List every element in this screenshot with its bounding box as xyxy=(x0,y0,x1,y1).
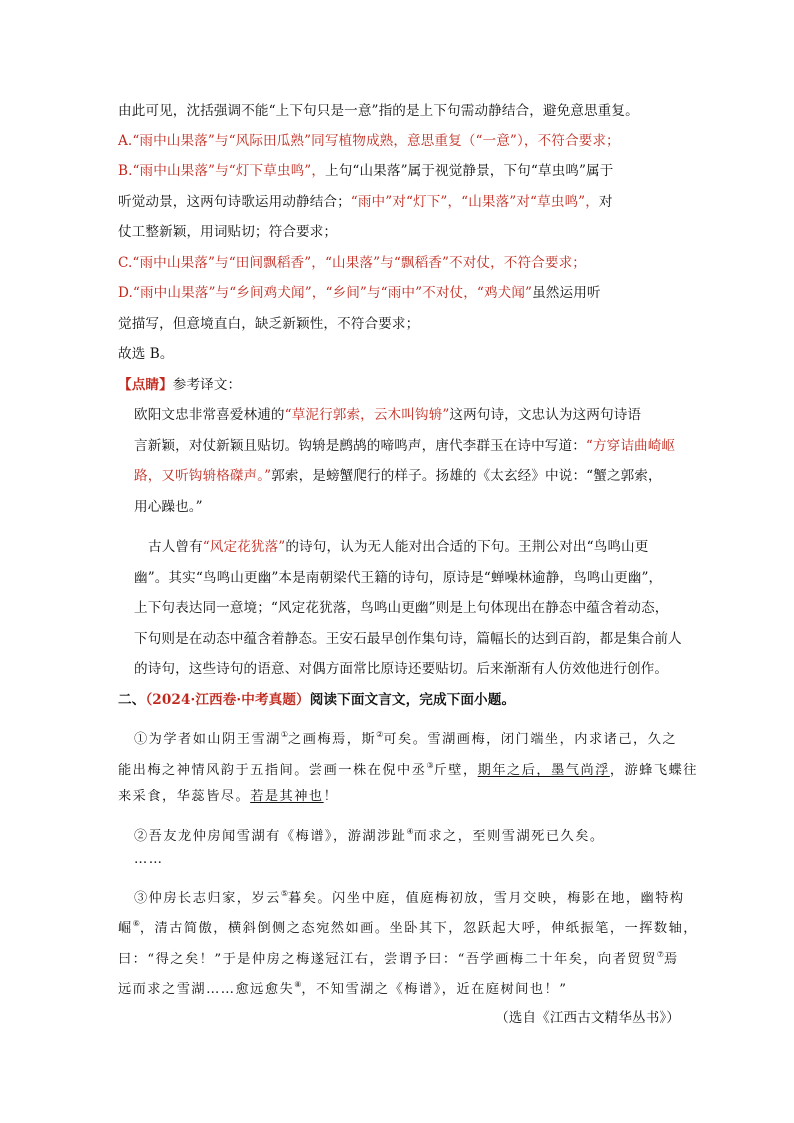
option-c xyxy=(118,253,678,273)
option-b-quote: “雨中”对“灯下”，“山果落”对“草虫鸣”， xyxy=(350,194,599,210)
option-b-line-2 xyxy=(118,192,678,212)
translation-quote: “风定花犹落” xyxy=(202,539,286,555)
option-b-quote: B.“雨中山果落”与“灯下草虫鸣”， xyxy=(118,163,326,179)
translation-text: 幽”。其实“鸟鸣山更幽”本是南朝梁代王籍的诗句，原诗是“蝉噪林逾静，鸟鸣山更幽”， xyxy=(134,570,663,586)
answer-text: 故选 B。 xyxy=(118,346,174,362)
footnote-mark: ⑤ xyxy=(280,889,289,898)
classical-text: ，不知雪湖之《梅谱》，近在庭树间也！” xyxy=(301,982,568,997)
translation-text: 郭索，是螃蟹爬行的样子。扬雄的《太玄经》中说：“蟹之郭索， xyxy=(271,468,662,484)
option-b-line-1 xyxy=(118,161,678,181)
classical-line xyxy=(134,725,678,750)
translation-text: 下句则是在动态中蕴含着静态。王安石最早创作集句诗，篇幅长的达到百韵，都是集合前人 xyxy=(134,631,682,647)
footnote-mark: ⑧ xyxy=(294,980,302,989)
analysis-line xyxy=(118,101,678,121)
option-d-quote: D.“雨中山果落”与“乡间鸡犬闻”， xyxy=(118,285,326,301)
classical-text: ①为学者如山阴王雪湖 xyxy=(134,732,281,747)
translation-line xyxy=(134,598,678,618)
classical-line xyxy=(118,945,678,970)
option-b-text: 上句“山果落”属于视觉静景，下句“草虫鸣”属于 xyxy=(325,163,614,179)
classical-line xyxy=(118,756,698,781)
source-text: （选自《江西古文精华丛书》） xyxy=(495,1010,680,1026)
translation-text: 上下句表达同一意境；“风定花犹落，鸟鸣山更幽”则是上句体现出在静态中蕴含着动态， xyxy=(134,600,669,616)
classical-text: …… xyxy=(134,852,164,867)
option-b-line-3 xyxy=(118,222,678,242)
translation-line xyxy=(134,537,678,557)
translation-text: 的诗句，这些诗句的语意、对偶方面常比原诗还要贴切。后来渐渐有人仿效他进行创作。 xyxy=(134,661,669,677)
section-number: 二、 xyxy=(118,692,146,708)
option-d-text: 觉描写，但意境直白，缺乏新颖性，不符合要求； xyxy=(118,316,420,332)
exam-tag: （2024·江西卷·中考真题） xyxy=(145,692,310,708)
translation-text: 欧阳文忠非常喜爱林逋的 xyxy=(134,407,285,423)
translation-quote: 路，又听钩辀格磔声。” xyxy=(134,468,272,484)
classical-text: 可矣。雪湖画梅，闭门端坐，内求诸己，久之 xyxy=(383,732,678,747)
classical-line xyxy=(118,787,678,807)
classical-text: ②吾友龙仲房闻雪湖有《梅谱》，游湖涉趾 xyxy=(134,829,407,844)
classical-text: ，清古简傲，横斜倒侧之态宛然如画。坐卧其下，忽跃起大呼，伸纸振笔，一挥数轴， xyxy=(139,921,698,936)
option-d-quote: “乡间”与“雨中”不对仗， xyxy=(325,285,477,301)
option-b-text: 听觉动景，这两句诗歌运用动静结合； xyxy=(118,194,351,210)
classical-text: ③仲房长志归家，岁云 xyxy=(134,891,281,906)
option-d-quote: “鸡犬闻” xyxy=(476,285,533,301)
classical-line xyxy=(134,822,678,847)
classical-text: ！ xyxy=(323,789,339,804)
translation-line xyxy=(134,497,678,517)
underlined-sentence: 期年之后，墨气尚浮 xyxy=(477,763,610,778)
translation-line xyxy=(134,568,678,588)
classical-text: 崛 xyxy=(118,921,133,936)
footnote-mark: ⑥ xyxy=(132,919,140,928)
classical-text: ，游蜂飞蝶往 xyxy=(609,763,698,778)
translation-quote: “草泥行郭索，云木叫钩辀” xyxy=(284,407,450,423)
classical-text: 曰：“得之矣！”于是仲房之梅遂冠江右，尝谓予曰：“吾学画梅二十年矣，向者贸贸 xyxy=(118,952,657,967)
classical-text: 焉 xyxy=(663,952,679,967)
translation-text: 用心躁也。” xyxy=(134,499,203,515)
tip-heading xyxy=(118,375,678,395)
classical-text: 来采食，华蕊皆尽。 xyxy=(118,789,251,804)
classical-text: 之画梅焉，斯 xyxy=(288,732,377,747)
footnote-mark: ③ xyxy=(426,761,434,770)
option-b-text: 对 xyxy=(598,194,613,210)
tip-text: 参考译文： xyxy=(172,377,242,393)
translation-text: 这两句诗，文忠认为这两句诗语 xyxy=(449,407,642,423)
translation-text: 言新颖，对仗新颖且贴切。钩辀是鹧鸪的啼鸣声，唐代李群玉在诗中写道： xyxy=(134,438,586,454)
analysis-text: 由此可见，沈括强调不能“上下句只是一意”指的是上下句需动静结合，避免意思重复。 xyxy=(118,103,639,119)
footnote-mark: ⑦ xyxy=(656,950,664,959)
classical-line xyxy=(134,884,685,909)
option-d-line-1 xyxy=(118,283,678,303)
translation-line xyxy=(134,405,678,425)
ellipsis xyxy=(134,850,678,870)
classical-text: 而求之，至则雪湖死已久矣。 xyxy=(413,829,605,844)
answer-line xyxy=(118,344,678,364)
option-a xyxy=(118,131,678,151)
tip-label: 【点睛】 xyxy=(118,377,173,393)
translation-text: 古人曾有 xyxy=(148,539,203,555)
classical-text: 远而求之雪湖……愈远愈失 xyxy=(118,982,295,997)
translation-quote: “方穿诘曲崎岖 xyxy=(585,438,676,454)
translation-line xyxy=(134,466,678,486)
translation-text: 的诗句，认为无人能对出合适的下句。王荆公对出“鸟鸣山更 xyxy=(285,539,649,555)
option-d-text: 虽然运用听 xyxy=(532,285,601,301)
classical-text: 能出梅之神情风韵于五指间。尝画一株在倪中丞 xyxy=(118,763,427,778)
classical-text: 暮矣。闪坐中庭，值庭梅初放，雪月交映，梅影在地，幽特构 xyxy=(288,891,685,906)
classical-line xyxy=(118,975,678,1000)
section-heading xyxy=(118,690,678,710)
footnote-mark: ② xyxy=(376,730,384,739)
translation-line xyxy=(134,659,678,679)
footnote-mark: ④ xyxy=(406,827,414,836)
underlined-sentence: 若是其神也 xyxy=(250,789,324,804)
option-b-text: 仗工整新颖，用词贴切；符合要求； xyxy=(118,224,338,240)
section-instruction: 阅读下面文言文，完成下面小题。 xyxy=(309,692,516,708)
option-c-text: C.“雨中山果落”与“田间飘稻香”，“山果落”与“飘稻香”不对仗，不符合要求； xyxy=(118,255,586,271)
translation-line xyxy=(134,436,678,456)
option-d-line-2 xyxy=(118,314,678,334)
source-citation xyxy=(470,1008,680,1028)
option-a-text: A.“雨中山果落”与“风际田瓜熟”同写植物成熟，意思重复（“一意”），不符合要求； xyxy=(118,133,620,149)
classical-line xyxy=(118,914,698,939)
footnote-mark: ① xyxy=(280,730,289,739)
translation-line xyxy=(134,629,682,649)
classical-text: 斤壁， xyxy=(433,763,478,778)
